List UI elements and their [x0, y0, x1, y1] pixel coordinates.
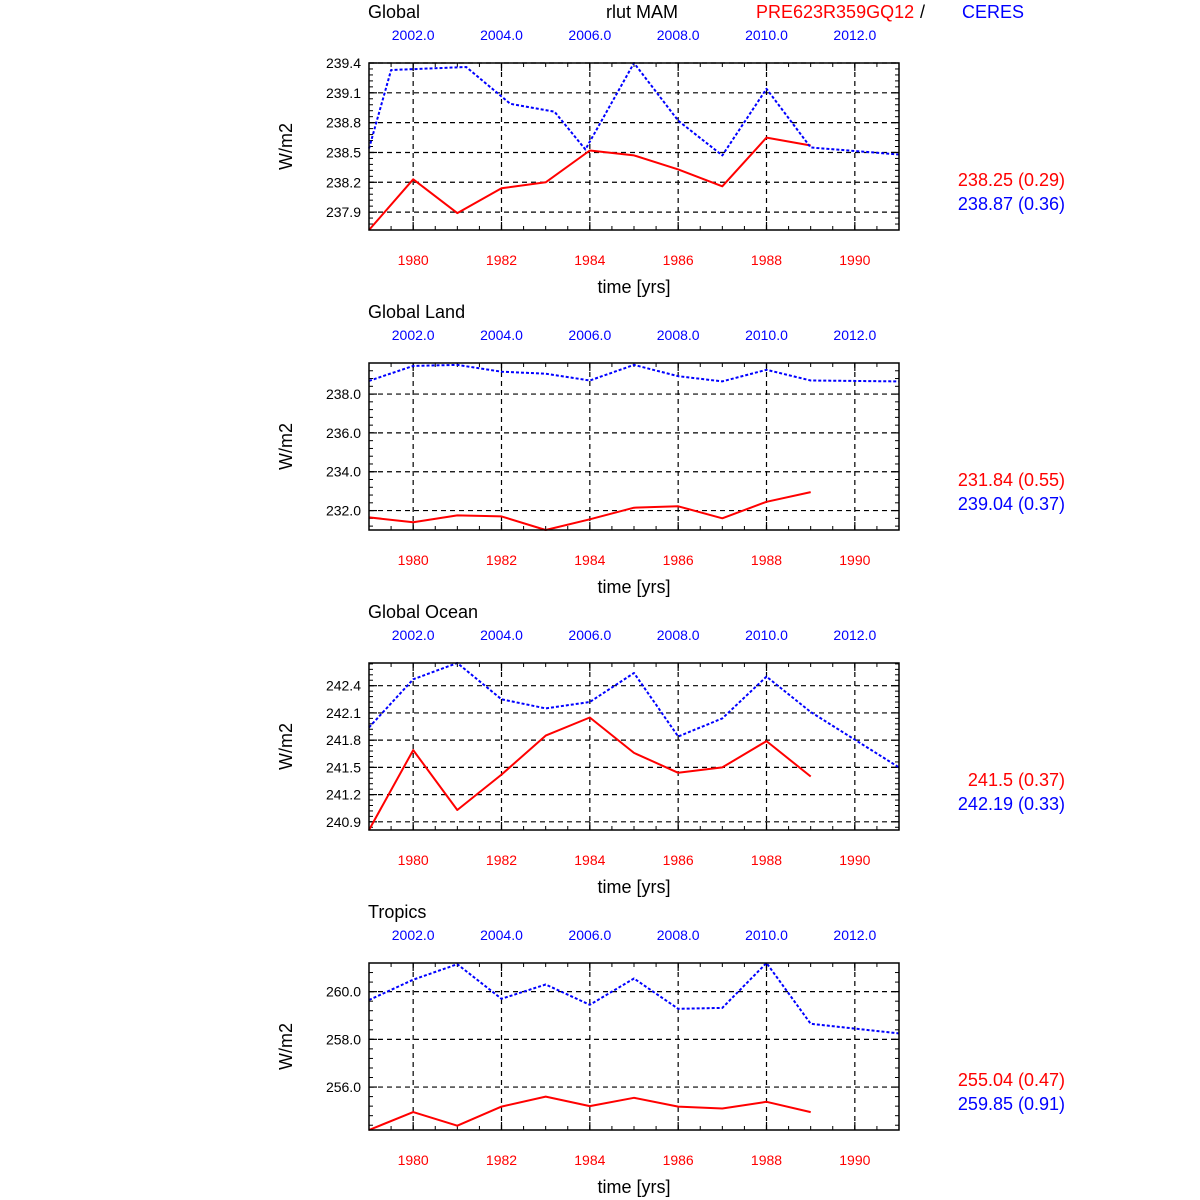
x-bottom-tick-label: 1986: [662, 552, 694, 568]
model-mean-stat: 255.04 (0.47): [957, 1070, 1065, 1090]
x-bottom-tick-label: 1988: [750, 852, 783, 868]
x-bottom-tick-label: 1990: [839, 252, 871, 268]
panel-title: Global: [368, 2, 421, 22]
model-mean-stat: 238.25 (0.29): [957, 170, 1065, 190]
obs-mean-stat: 239.04 (0.37): [957, 494, 1065, 514]
panel-global: [276, 2, 1065, 297]
obs-series-line: [369, 63, 899, 155]
y-tick-label: 241.5: [325, 759, 361, 776]
plot-frame: [369, 963, 899, 1130]
x-bottom-tick-label: 1984: [574, 552, 606, 568]
x-top-tick-label: 2008.0: [656, 627, 700, 643]
x-bottom-tick-label: 1988: [750, 1152, 783, 1168]
x-top-tick-label: 2008.0: [656, 27, 700, 43]
obs-mean-stat: 242.19 (0.33): [957, 794, 1065, 814]
x-bottom-tick-label: 1990: [839, 852, 871, 868]
panel-title: Tropics: [368, 902, 427, 922]
plot-frame: [369, 363, 899, 530]
x-top-tick-label: 2010.0: [745, 927, 788, 943]
x-bottom-tick-label: 1984: [574, 1152, 606, 1168]
y-tick-label: 241.8: [325, 732, 361, 749]
panel-global-ocean: [276, 602, 1065, 897]
x-bottom-tick-label: 1982: [485, 252, 518, 268]
obs-mean-stat: 259.85 (0.91): [957, 1094, 1065, 1114]
y-tick-label: 239.4: [325, 55, 361, 71]
panel-title: Global Ocean: [368, 602, 479, 622]
x-axis-label: time [yrs]: [597, 277, 671, 297]
x-bottom-tick-label: 1980: [397, 1152, 429, 1168]
x-top-tick-label: 2002.0: [391, 627, 435, 643]
obs-name-label: CERES: [962, 2, 1025, 22]
separator-label: /: [920, 2, 926, 22]
y-tick-label: 238.8: [325, 114, 361, 131]
y-tick-label: 232.0: [325, 502, 361, 519]
x-bottom-tick-label: 1988: [750, 552, 783, 568]
panel-tropics: [276, 902, 1065, 1197]
x-top-tick-label: 2008.0: [656, 927, 700, 943]
plot-frame: [369, 63, 899, 230]
plot-frame: [369, 663, 899, 830]
y-tick-label: 238.2: [325, 174, 361, 191]
x-top-tick-label: 2010.0: [745, 27, 788, 43]
y-axis-label: W/m2: [276, 1023, 296, 1070]
x-bottom-tick-label: 1984: [574, 252, 606, 268]
x-axis-label: time [yrs]: [597, 577, 671, 597]
x-bottom-tick-label: 1980: [397, 252, 429, 268]
x-bottom-tick-label: 1990: [839, 1152, 871, 1168]
y-tick-label: 239.1: [325, 84, 361, 101]
variable-label: rlut MAM: [606, 2, 678, 22]
x-top-tick-label: 2012.0: [833, 27, 877, 43]
x-top-tick-label: 2010.0: [745, 327, 788, 343]
obs-series-line: [369, 963, 899, 1033]
y-tick-label: 234.0: [325, 463, 361, 480]
x-bottom-tick-label: 1982: [485, 852, 518, 868]
y-axis-label: W/m2: [276, 423, 296, 470]
x-bottom-tick-label: 1982: [485, 552, 518, 568]
x-bottom-tick-label: 1982: [485, 1152, 518, 1168]
x-top-tick-label: 2004.0: [480, 27, 523, 43]
x-bottom-tick-label: 1984: [574, 852, 606, 868]
panel-title: Global Land: [368, 302, 466, 322]
x-bottom-tick-label: 1990: [839, 552, 871, 568]
model-mean-stat: 231.84 (0.55): [957, 470, 1065, 490]
model-name-label: PRE623R359GQ12: [756, 2, 915, 22]
x-top-tick-label: 2002.0: [391, 27, 435, 43]
obs-series-line: [369, 365, 899, 382]
x-top-tick-label: 2006.0: [568, 627, 612, 643]
x-top-tick-label: 2008.0: [656, 327, 700, 343]
obs-mean-stat: 238.87 (0.36): [957, 194, 1065, 214]
x-bottom-tick-label: 1980: [397, 552, 429, 568]
x-axis-label: time [yrs]: [597, 1177, 671, 1197]
x-top-tick-label: 2012.0: [833, 927, 877, 943]
x-top-tick-label: 2012.0: [833, 627, 877, 643]
x-top-tick-label: 2004.0: [480, 627, 523, 643]
y-tick-label: 237.9: [325, 204, 361, 221]
x-bottom-tick-label: 1986: [662, 252, 694, 268]
x-bottom-tick-label: 1980: [397, 852, 429, 868]
x-top-tick-label: 2004.0: [480, 927, 523, 943]
y-tick-label: 242.4: [325, 677, 361, 694]
y-tick-label: 258.0: [325, 1031, 361, 1048]
y-axis-label: W/m2: [276, 723, 296, 770]
model-mean-stat: 241.5 (0.37): [967, 770, 1065, 790]
y-tick-label: 242.1: [325, 704, 361, 721]
y-tick-label: 236.0: [325, 424, 361, 441]
y-tick-label: 240.9: [325, 813, 361, 830]
x-top-tick-label: 2006.0: [568, 327, 612, 343]
x-top-tick-label: 2002.0: [391, 327, 435, 343]
x-top-tick-label: 2004.0: [480, 327, 523, 343]
x-bottom-tick-label: 1986: [662, 852, 694, 868]
x-bottom-tick-label: 1988: [750, 252, 783, 268]
y-tick-label: 238.5: [325, 144, 361, 161]
x-top-tick-label: 2002.0: [391, 927, 435, 943]
x-top-tick-label: 2010.0: [745, 627, 788, 643]
y-tick-label: 241.2: [325, 786, 361, 803]
x-bottom-tick-label: 1986: [662, 1152, 694, 1168]
y-axis-label: W/m2: [276, 123, 296, 170]
panel-global-land: [276, 302, 1065, 597]
x-top-tick-label: 2012.0: [833, 327, 877, 343]
x-axis-label: time [yrs]: [597, 877, 671, 897]
y-tick-label: 256.0: [325, 1079, 361, 1096]
x-top-tick-label: 2006.0: [568, 27, 612, 43]
y-tick-label: 238.0: [325, 386, 361, 403]
y-tick-label: 260.0: [325, 983, 361, 1000]
x-top-tick-label: 2006.0: [568, 927, 612, 943]
